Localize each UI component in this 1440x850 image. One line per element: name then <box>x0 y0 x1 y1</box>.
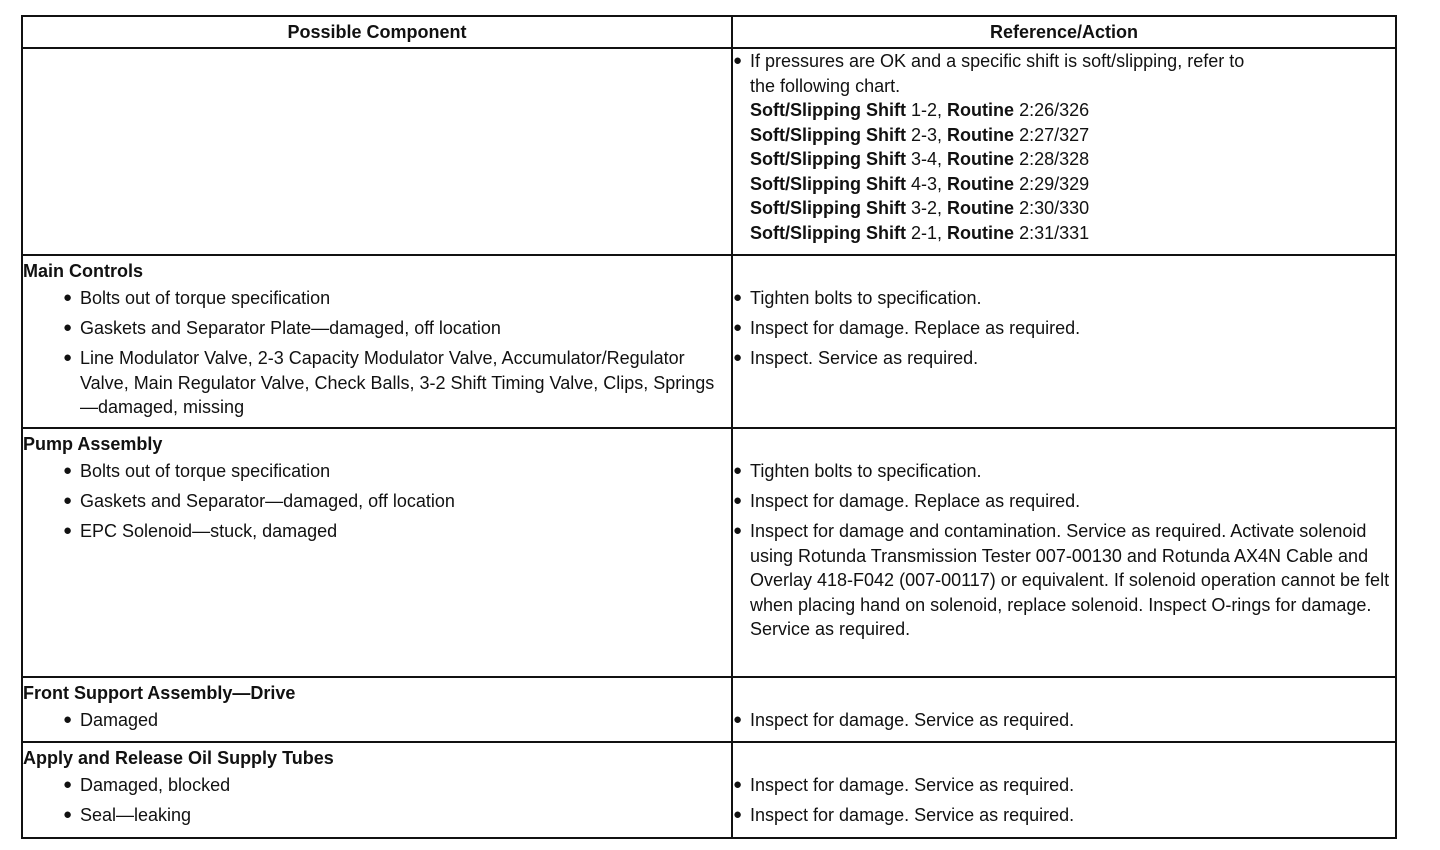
component-item: ● Damaged, blocked <box>63 773 731 798</box>
bullet-icon: ● <box>63 289 73 306</box>
table-row <box>22 48 1396 255</box>
component-item: ● Line Modulator Valve, 2-3 Capacity Modulator Valve, Accumulator/Regulator Valve, Main Regulator Valve, Check Balls, 3-2 Shift Timing Valve, Clips, Springs—damaged, missing <box>63 346 731 420</box>
bullet-icon: ● <box>733 522 743 539</box>
action-cell <box>732 48 1396 255</box>
bullet-icon: ● <box>733 492 743 509</box>
action-item: ● Inspect for damage. Service as required. <box>733 803 1395 828</box>
action-item: ● Inspect for damage. Replace as required. <box>733 316 1395 341</box>
list-item: Soft/Slipping Shift 2-1, Routine 2:31/331 <box>750 222 1090 243</box>
component-item: ● Bolts out of torque specification <box>63 286 731 311</box>
component-cell <box>22 255 732 428</box>
bullet-icon: ● <box>733 806 743 823</box>
table-row <box>22 742 1396 838</box>
action-cell <box>732 742 1396 838</box>
action-cell <box>732 677 1396 742</box>
bullet-icon: ● <box>733 462 743 479</box>
table-row <box>22 255 1396 428</box>
diagnosis-table <box>21 15 1397 839</box>
list-item: Soft/Slipping Shift 3-4, Routine 2:28/328 <box>750 149 1090 169</box>
bullet-icon: ● <box>63 776 73 793</box>
action-item: ● Inspect. Service as required. <box>733 346 1395 371</box>
bullet-icon: ● <box>63 711 73 728</box>
action-cell <box>732 428 1396 677</box>
action-item: ● Inspect for damage. Replace as required. <box>733 489 1395 514</box>
component-item: ● Bolts out of torque specification <box>63 459 731 484</box>
shift-list <box>733 98 1395 245</box>
table-row <box>22 428 1396 677</box>
bullet-icon: ● <box>63 349 73 366</box>
list-item: Soft/Slipping Shift 2-3, Routine 2:27/327 <box>750 124 1090 145</box>
action-item: ● Inspect for damage. Service as required. <box>733 708 1395 733</box>
component-item: ● Gaskets and Separator—damaged, off location <box>63 489 731 514</box>
list-item: Soft/Slipping Shift 3-2, Routine 2:30/330 <box>750 198 1090 218</box>
header-row <box>22 16 1396 48</box>
action-text: the following chart. <box>750 75 901 96</box>
section-title: Front Support Assembly—Drive <box>23 683 296 703</box>
action-item: ● Tighten bolts to specification. <box>733 459 1395 484</box>
component-cell <box>22 742 732 838</box>
action-item <box>733 49 1395 98</box>
bullet-icon: ● <box>733 776 743 793</box>
section-title: Main Controls <box>23 261 143 281</box>
bullet-icon: ● <box>733 52 743 69</box>
bullet-icon: ● <box>733 711 743 728</box>
bullet-icon: ● <box>63 492 73 509</box>
header-component: Possible Component <box>22 16 732 48</box>
action-item: ● Tighten bolts to specification. <box>733 286 1395 311</box>
action-item: ● Inspect for damage. Service as required. <box>733 773 1395 798</box>
bullet-icon: ● <box>733 349 743 366</box>
action-text: If pressures are OK and a specific shift is soft/slipping, refer to <box>750 51 1245 71</box>
component-item: ● Gaskets and Separator Plate—damaged, off location <box>63 316 731 341</box>
list-item: Soft/Slipping Shift 1-2, Routine 2:26/326 <box>750 100 1090 120</box>
section-title: Apply and Release Oil Supply Tubes <box>23 748 334 768</box>
list-item: Soft/Slipping Shift 4-3, Routine 2:29/329 <box>750 173 1090 194</box>
section-title: Pump Assembly <box>23 434 163 454</box>
bullet-icon: ● <box>733 319 743 336</box>
table-row <box>22 677 1396 742</box>
component-cell <box>22 677 732 742</box>
bullet-icon: ● <box>63 462 73 479</box>
bullet-icon: ● <box>733 289 743 306</box>
component-item: ● Seal—leaking <box>63 803 731 828</box>
component-item: ● EPC Solenoid—stuck, damaged <box>63 519 731 544</box>
component-cell <box>22 428 732 677</box>
component-cell-empty <box>22 48 732 255</box>
action-item: ● Inspect for damage and contamination. Service as required. Activate solenoid using Rotunda Transmission Tester 007-00130 and Rotunda AX4N Cable and Overlay 418-F042 (007-00117) or equivalent. If solenoid operation cannot be felt when placing hand on solenoid, replace solenoid. Inspect O-rings for damage. Service as required. <box>733 519 1395 642</box>
bullet-icon: ● <box>63 806 73 823</box>
bullet-icon: ● <box>63 319 73 336</box>
header-action: Reference/Action <box>732 16 1396 48</box>
component-item: ● Damaged <box>63 708 731 733</box>
bullet-icon: ● <box>63 522 73 539</box>
action-cell <box>732 255 1396 428</box>
